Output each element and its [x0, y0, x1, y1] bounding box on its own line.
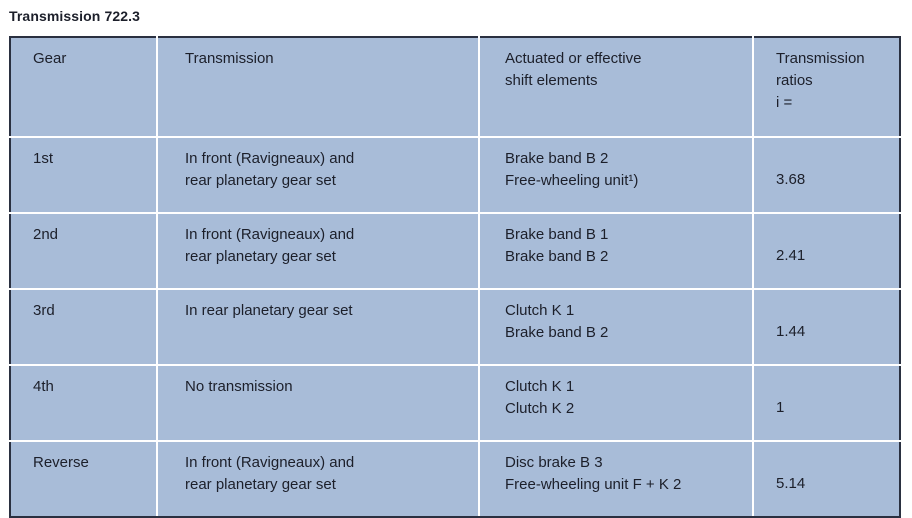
transmission-cell	[157, 289, 479, 365]
shift-element-line: Clutch K 2	[505, 400, 575, 417]
table-row	[10, 137, 900, 213]
shift-elements-cell	[479, 289, 753, 365]
shift-elements-cell	[479, 441, 753, 517]
ratio-cell: 1.44	[753, 289, 900, 365]
shift-element-line: Clutch K 1	[505, 378, 575, 395]
transmission-line: In rear planetary gear set	[185, 302, 353, 319]
transmission-cell	[157, 441, 479, 517]
shift-element-line: Disc brake B 3	[505, 454, 603, 471]
transmission-cell	[157, 365, 479, 441]
transmission-line: rear planetary gear set	[185, 248, 336, 265]
transmission-cell	[157, 213, 479, 289]
table-header-row	[10, 37, 900, 137]
table-row	[10, 289, 900, 365]
shift-element-line: Brake band B 2	[505, 248, 609, 265]
header-shift-elements-line: shift elements	[505, 72, 598, 89]
gear-cell: Reverse	[10, 441, 157, 517]
shift-elements-cell	[479, 365, 753, 441]
transmission-table	[9, 36, 901, 518]
transmission-line: In front (Ravigneaux) and	[185, 150, 355, 167]
transmission-line: In front (Ravigneaux) and	[185, 226, 355, 243]
table-row	[10, 441, 900, 517]
page-title: Transmission 722.3	[9, 8, 140, 24]
header-transmission: Transmission	[157, 37, 479, 137]
gear-cell: 2nd	[10, 213, 157, 289]
gear-cell: 1st	[10, 137, 157, 213]
shift-element-line: Brake band B 1	[505, 226, 609, 243]
transmission-line: No transmission	[185, 378, 293, 395]
header-ratios-line: Transmission	[776, 50, 865, 67]
shift-element-line: Brake band B 2	[505, 150, 609, 167]
header-gear: Gear	[10, 37, 157, 137]
ratio-cell: 1	[753, 365, 900, 441]
gear-cell: 3rd	[10, 289, 157, 365]
ratio-cell: 2.41	[753, 213, 900, 289]
shift-element-line: Brake band B 2	[505, 324, 609, 341]
transmission-line: In front (Ravigneaux) and	[185, 454, 355, 471]
header-shift-elements-line: Actuated or effective	[505, 50, 642, 67]
shift-elements-cell	[479, 213, 753, 289]
gear-cell: 4th	[10, 365, 157, 441]
transmission-line: rear planetary gear set	[185, 172, 336, 189]
header-ratios-line: i =	[776, 94, 793, 111]
shift-element-line: Free-wheeling unit¹)	[505, 172, 639, 189]
table-row	[10, 213, 900, 289]
shift-element-line: Free-wheeling unit F + K 2	[505, 476, 682, 493]
table-row	[10, 365, 900, 441]
transmission-cell	[157, 137, 479, 213]
shift-elements-cell	[479, 137, 753, 213]
header-ratios-line: ratios	[776, 72, 813, 89]
header-ratios	[753, 37, 900, 137]
ratio-cell: 5.14	[753, 441, 900, 517]
header-shift-elements	[479, 37, 753, 137]
shift-element-line: Clutch K 1	[505, 302, 575, 319]
transmission-line: rear planetary gear set	[185, 476, 336, 493]
ratio-cell: 3.68	[753, 137, 900, 213]
